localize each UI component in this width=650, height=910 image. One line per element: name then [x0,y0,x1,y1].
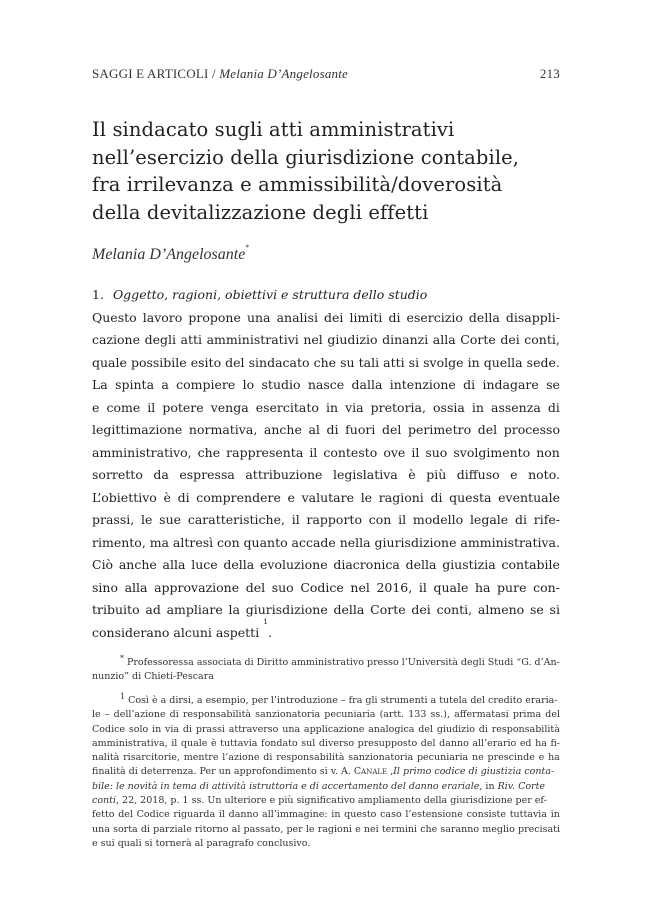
cited-journal: Riv. Corte [497,780,546,792]
footnote-ref-1: 1 [263,616,268,626]
running-head [92,66,560,82]
body-line: legittimazione normativa, anche al di fuori del perimetro del processo [92,422,560,437]
running-head-author: Melania D’Angelosante [219,66,349,81]
body-line: La spinta a compiere lo studio nasce dalla intenzione di indagare se [92,377,560,392]
title-line: fra irrilevanza e ammissibilità/doverosità [92,173,503,196]
footnote-line: bile: le novità in tema di attività istruttoria e di accertamento del danno erariale , in Riv. Corte [92,780,560,794]
journal-section: SAGGI E ARTICOLI [92,66,209,81]
body-line: e come il potere venga esercitato in via pretoria, ossia in assenza di [92,399,560,415]
body-line: Ciò anche alla luce della evoluzione diacronica della giustizia contabile [92,557,560,572]
author-name: Melania D’Angelosante [92,246,246,263]
article-title [92,116,572,226]
footnote-line: conti , 22, 2018, p. 1 ss. Un ulteriore e più significativo ampliamento della giurisdizione per ef- [92,794,547,806]
body-line: considerano alcuni aspetti 1 . [92,622,560,645]
footnote-star [92,652,560,670]
body-line: rimento, ma altresì con quanto accade nella giurisdizione amministrativa. [92,534,560,550]
cited-title: Il primo codice di giustizia conta- [393,766,555,778]
body-line: sino alla approvazione del suo Codice nel 2016, il quale ha pure con- [92,579,560,595]
running-head-left: SAGGI E ARTICOLI / Melania D’Angelosante [92,66,349,81]
footnote-line: Codice solo in via di prassi attraverso una applicazione analogica del giudizio di responsabilità [92,723,560,735]
title-line: della devitalizzazione degli effetti [92,200,429,224]
footnote-star-mark: * [120,654,124,663]
body-line: L’obiettivo è di comprendere e valutare le ragioni di questa eventuale [92,489,560,505]
body-line: cazione degli atti amministrativi nel giudizio dinanzi alla Corte dei conti, [92,332,560,347]
footnote-line: una sorta di parziale ritorno al passato, per le ragioni e nei termini che saranno meglio precisati [92,823,560,835]
footnote-line: le – dell’azione di responsabilità sanzionatoria pecuniaria (artt. 133 ss.), affermatasi prima del [92,709,560,721]
footnote-star-text: Professoressa associata di Diritto amministrativo presso l’Università degli Studi “G. d’An- [126,657,560,669]
body-line: prassi, le sue caratteristiche, il rapporto con il modello legale di rife- [92,512,560,527]
body-line: quale possibile esito del sindacato che su tali atti si svolge in quella sede. [92,354,560,370]
footnote-line: amministrativa, il quale è tuttavia fondato sul diverso presupposto del danno all’erario ed ha fi- [92,737,560,749]
article-author [92,243,249,264]
section-heading [92,284,560,307]
article-body [92,284,560,644]
footnote-line: e sui quali si tornerà al paragrafo conclusivo. [92,837,311,849]
body-paragraphs [92,307,560,645]
footnote-line: nunzio” di Chieti-Pescara [92,671,214,683]
section-title: Oggetto, ragioni, obiettivi e struttura dello studio [112,287,428,302]
footnote-line: fetto del Codice riguarda il danno all’immagine: in questo caso l’estensione consiste tuttavia in [92,809,560,821]
footnote-line: nalità risarcitorie, mentre l’azione di responsabilità sanzionatoria pecuniaria ne prescinde e ha [92,752,560,764]
page-number: 213 [539,66,560,81]
title-line: Il sindacato sugli atti amministrativi [92,118,455,141]
footnote-1: $^1$ Così è a dirsi, a esempio, per l’introduzione – fra gli strumenti a tutela del credito eraria- [120,691,558,706]
section-number: 1. [92,287,104,302]
body-line: tribuito ad ampliare la giurisdizione della Corte dei conti, almeno se si [92,602,560,617]
footnote-line: finalità di deterrenza. Per un approfondimento si v. A. Canale , Il primo codice di giustizia conta- [92,765,560,779]
footnote-1-mark: 1 [120,691,126,701]
body-line: Questo lavoro propone una analisi dei limiti di esercizio della disappli- [92,309,560,325]
title-line: nell’esercizio della giurisdizione contabile, [92,145,520,169]
author-footnote-mark: * [245,243,250,252]
body-line: amministrativo, che rappresenta il contesto ove il suo svolgimento non [92,444,560,460]
cited-author: Canale [353,766,388,778]
footnotes [92,652,560,851]
body-line: sorretto da espressa attribuzione legislativa è più diffuso e noto. [92,467,560,482]
body-last-text: considerano alcuni aspetti [92,624,260,640]
